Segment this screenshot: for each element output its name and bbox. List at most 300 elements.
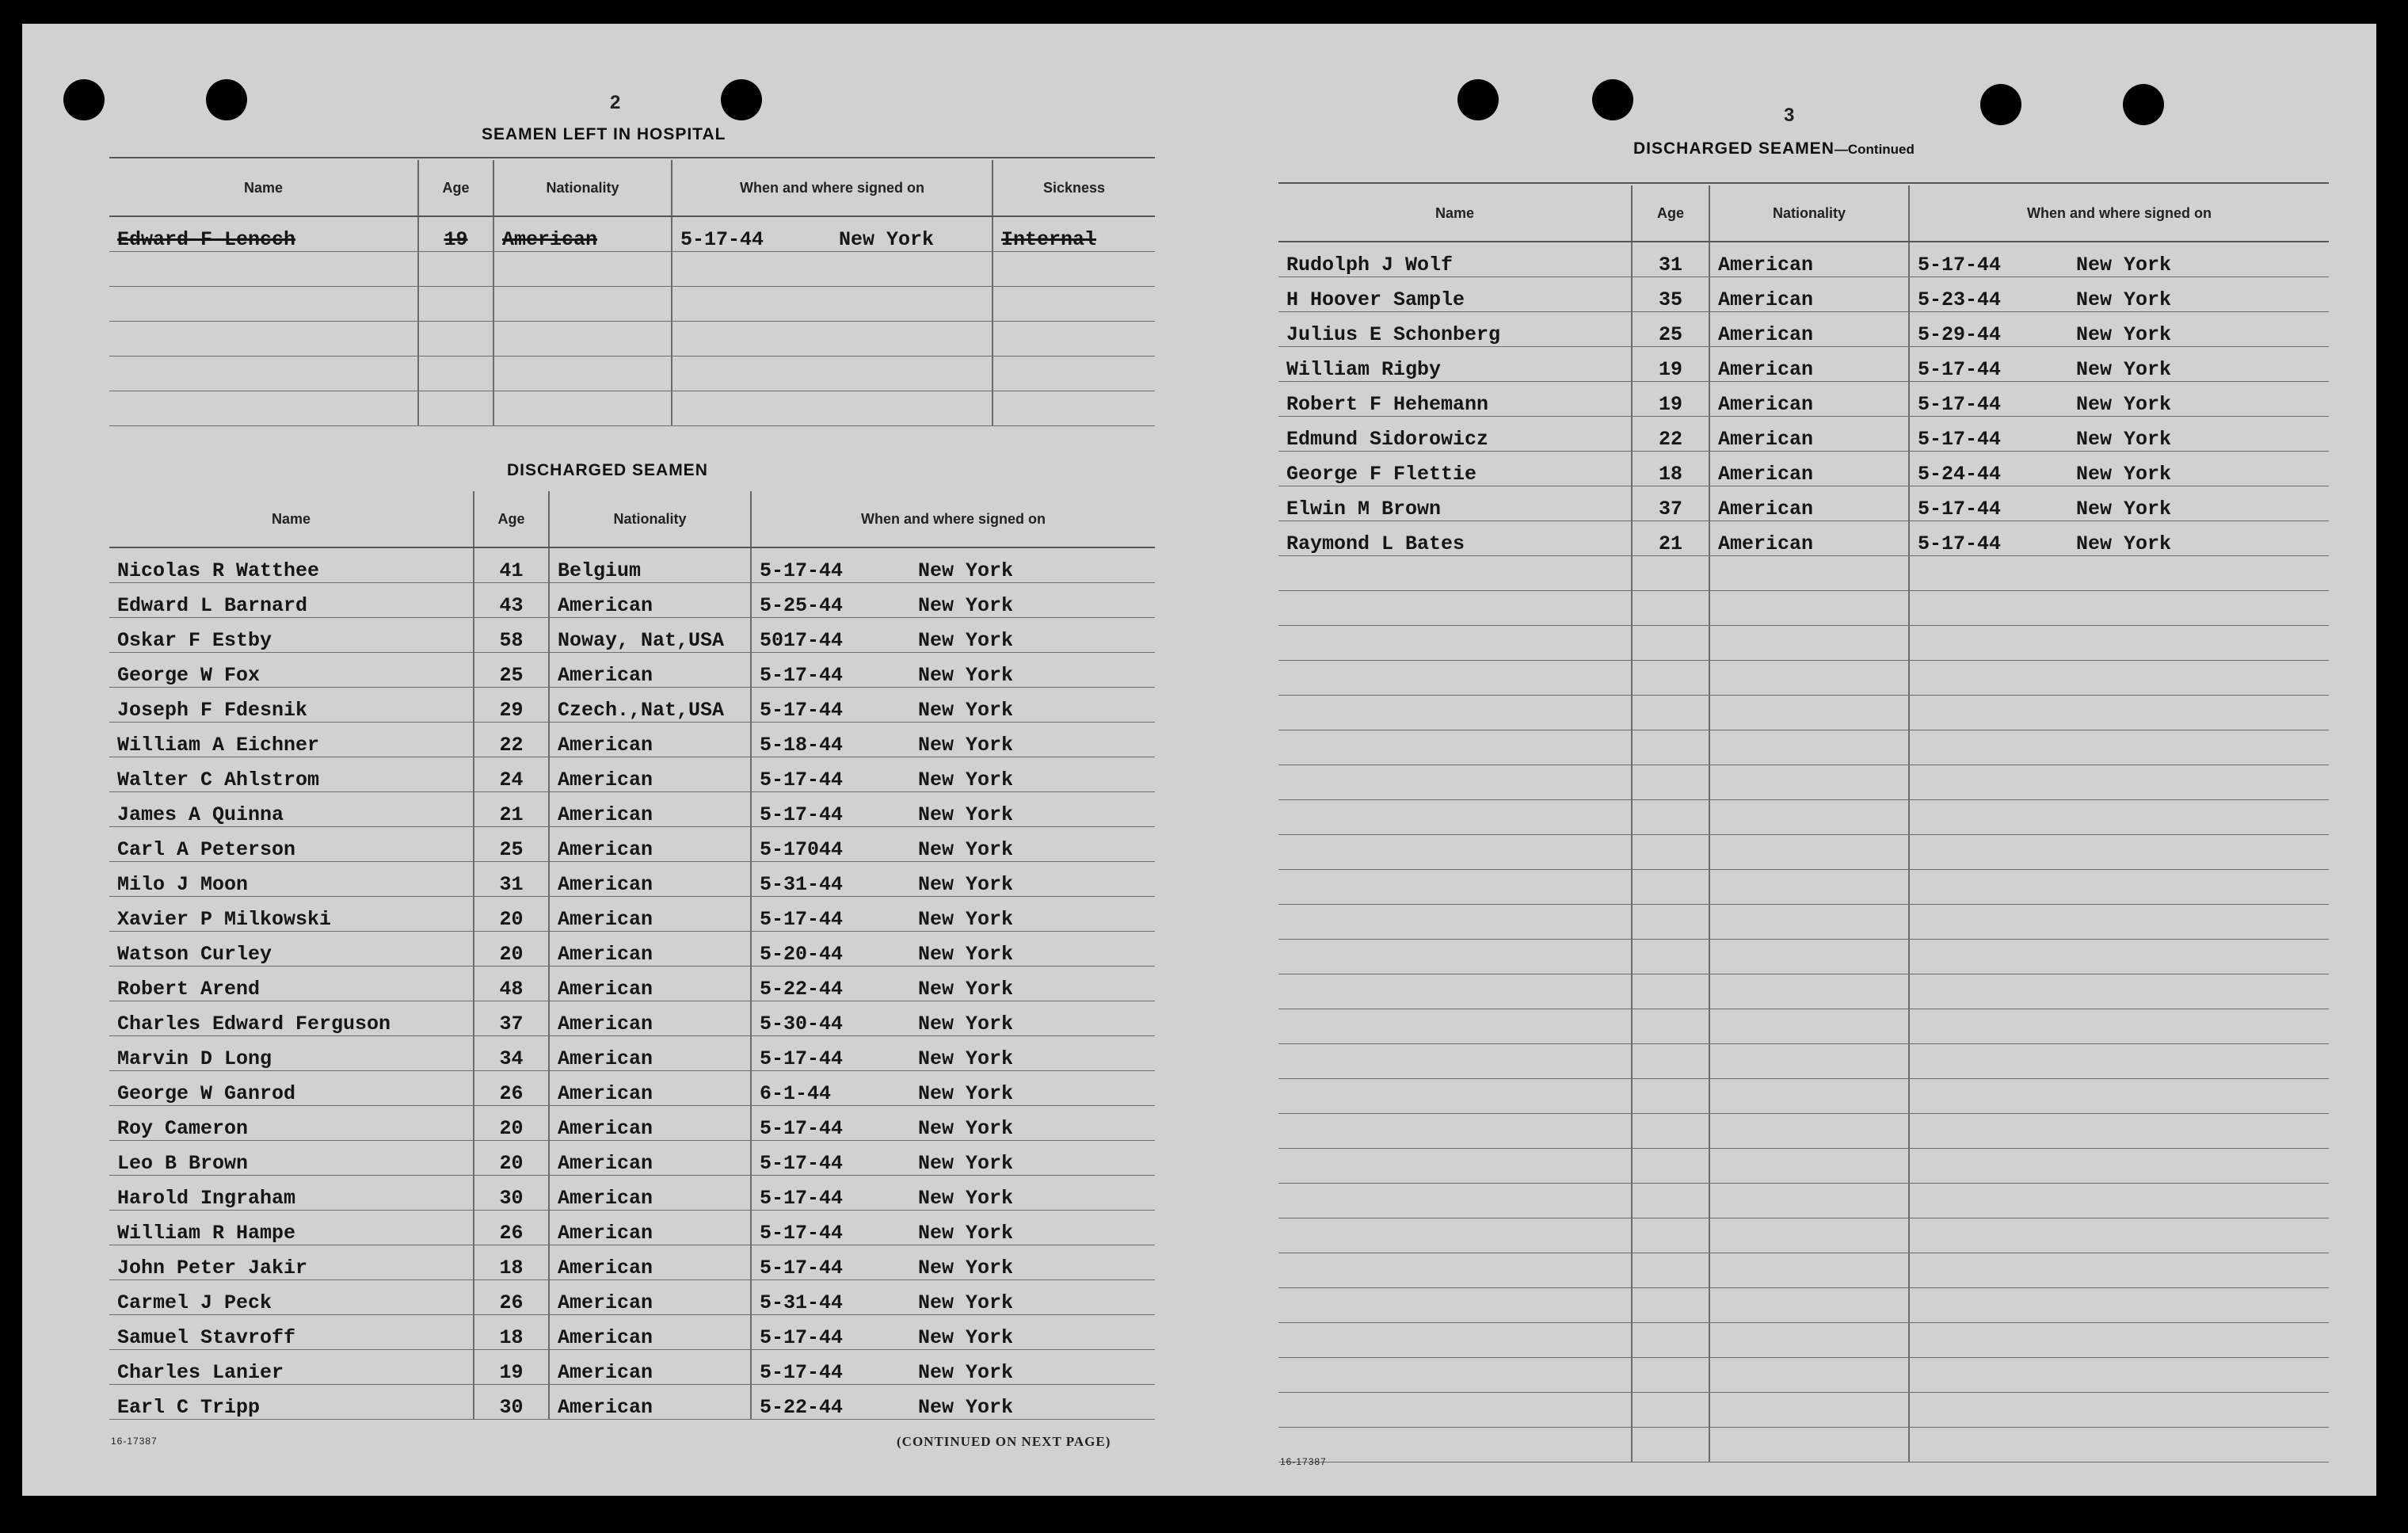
- seaman-name: Carmel J Peck: [109, 1279, 474, 1314]
- discharged-row: [109, 1175, 1155, 1210]
- blank-cell: [1278, 1113, 1632, 1148]
- discharged-row: [109, 722, 1155, 757]
- blank-cell: [1709, 1392, 1909, 1427]
- discharged-row: [109, 547, 1155, 582]
- blank-cell: [1632, 1427, 1709, 1462]
- seaman-age: 30: [474, 1175, 549, 1210]
- punch-hole: [1457, 79, 1499, 120]
- blank-cell: [1632, 625, 1709, 660]
- discharged-row: [109, 687, 1155, 722]
- blank-cell: [1909, 1218, 2329, 1253]
- blank-cell: [1278, 869, 1632, 904]
- discharged-section-title: DISCHARGED SEAMEN: [507, 461, 708, 479]
- seaman-name: [109, 286, 418, 321]
- blank-cell: [1278, 660, 1632, 695]
- blank-cell: [1278, 1148, 1632, 1183]
- signed-on-cell: [1909, 276, 2329, 311]
- signed-date: 5-17-44: [760, 1256, 844, 1279]
- discharged-row: [109, 1105, 1155, 1140]
- seaman-age: 20: [474, 931, 549, 966]
- seaman-nationality: American: [549, 896, 751, 931]
- blank-cell: [1909, 1392, 2329, 1427]
- blank-row: [1278, 939, 2329, 974]
- seaman-name: Elwin M Brown: [1278, 486, 1632, 521]
- discharged-row: [1278, 346, 2329, 381]
- seaman-name: William Rigby: [1278, 346, 1632, 381]
- seaman-nationality: American: [549, 1001, 751, 1035]
- blank-cell: [1709, 1113, 1909, 1148]
- signed-place: New York: [2076, 288, 2172, 311]
- seaman-nationality: [493, 251, 672, 286]
- seaman-age: [418, 356, 493, 391]
- blank-row: [1278, 1427, 2329, 1462]
- discharged-row: [1278, 416, 2329, 451]
- seaman-age: 31: [1632, 242, 1709, 276]
- blank-row: [1278, 1113, 2329, 1148]
- seaman-name: Carl A Peterson: [109, 826, 474, 861]
- seaman-age: 24: [474, 757, 549, 791]
- blank-row: [1278, 834, 2329, 869]
- blank-cell: [1278, 1357, 1632, 1392]
- blank-cell: [1709, 555, 1909, 590]
- seaman-age: 41: [474, 547, 549, 582]
- discharged-row: [109, 861, 1155, 896]
- seaman-nationality: American: [549, 1314, 751, 1349]
- signed-place: New York: [918, 977, 1014, 1001]
- seaman-nationality: American: [549, 1349, 751, 1384]
- seaman-sickness: [993, 391, 1155, 425]
- blank-cell: [1632, 1113, 1709, 1148]
- blank-cell: [1632, 1218, 1709, 1253]
- continued-header-nationality: Nationality: [1709, 185, 1909, 242]
- signed-date: 5-17-44: [1918, 392, 2002, 416]
- seaman-name: Oskar F Estby: [109, 617, 474, 652]
- seaman-nationality: [493, 286, 672, 321]
- blank-cell: [1909, 869, 2329, 904]
- hospital-row: [109, 286, 1155, 321]
- seaman-nationality: American: [549, 1105, 751, 1140]
- seaman-name: George F Flettie: [1278, 451, 1632, 486]
- seaman-nationality: American: [549, 1140, 751, 1175]
- seaman-age: [418, 391, 493, 425]
- signed-date: 5-17-44: [1918, 427, 2002, 451]
- signed-place: New York: [918, 1256, 1014, 1279]
- seaman-age: 30: [474, 1384, 549, 1419]
- seaman-age: 25: [474, 826, 549, 861]
- signed-on-cell: [1909, 381, 2329, 416]
- signed-date: 5-17044: [760, 837, 844, 861]
- blank-cell: [1709, 1183, 1909, 1218]
- hospital-row: [109, 391, 1155, 425]
- blank-cell: [1632, 1183, 1709, 1218]
- seaman-name: [109, 356, 418, 391]
- blank-cell: [1632, 555, 1709, 590]
- signed-on-cell: [751, 547, 1155, 582]
- signed-date: 5-25-44: [760, 593, 844, 617]
- seaman-name: John Peter Jakir: [109, 1245, 474, 1279]
- signed-place: New York: [918, 1116, 1014, 1140]
- blank-row: [1278, 1253, 2329, 1287]
- blank-cell: [1632, 695, 1709, 730]
- signed-date: 5-17-44: [1918, 532, 2002, 555]
- signed-on-cell: [751, 617, 1155, 652]
- blank-row: [1278, 555, 2329, 590]
- discharged-row: [109, 1314, 1155, 1349]
- blank-cell: [1909, 1148, 2329, 1183]
- discharged-header-age: Age: [474, 491, 549, 547]
- blank-cell: [1632, 869, 1709, 904]
- signed-date: 5-17-44: [1918, 357, 2002, 381]
- signed-place: New York: [918, 1186, 1014, 1210]
- blank-cell: [1278, 1043, 1632, 1078]
- blank-cell: [1909, 765, 2329, 799]
- seaman-name: Robert F Hehemann: [1278, 381, 1632, 416]
- signed-on-cell: [751, 722, 1155, 757]
- signed-on-cell: [1909, 311, 2329, 346]
- signed-place: New York: [918, 1325, 1014, 1349]
- signed-place: New York: [2076, 322, 2172, 346]
- left-form-number: 16-17387: [111, 1436, 158, 1447]
- seaman-nationality: American: [549, 791, 751, 826]
- hospital-header-signed-on: When and where signed on: [672, 160, 993, 216]
- seaman-age: 22: [474, 722, 549, 757]
- signed-place: New York: [2076, 532, 2172, 555]
- signed-place: New York: [2076, 462, 2172, 486]
- discharged-header-signed-on: When and where signed on: [751, 491, 1155, 547]
- blank-cell: [1632, 1287, 1709, 1322]
- blank-cell: [1709, 799, 1909, 834]
- signed-date: 5-23-44: [1918, 288, 2002, 311]
- signed-date: 5-17-44: [760, 803, 844, 826]
- signed-place: New York: [2076, 427, 2172, 451]
- signed-on-cell: [751, 966, 1155, 1001]
- blank-cell: [1632, 1148, 1709, 1183]
- blank-cell: [1909, 1357, 2329, 1392]
- blank-cell: [1278, 904, 1632, 939]
- seaman-name: Charles Lanier: [109, 1349, 474, 1384]
- signed-on-cell: [1909, 416, 2329, 451]
- signed-on-cell: [672, 356, 993, 391]
- seaman-age: 31: [474, 861, 549, 896]
- signed-date: 5-20-44: [760, 942, 844, 966]
- seaman-name: Leo B Brown: [109, 1140, 474, 1175]
- signed-on-cell: [751, 826, 1155, 861]
- signed-date: 5-17-44: [760, 1186, 844, 1210]
- blank-cell: [1709, 834, 1909, 869]
- seaman-age: [418, 321, 493, 356]
- blank-row: [1278, 1322, 2329, 1357]
- blank-cell: [1278, 1078, 1632, 1113]
- signed-on-cell: [751, 1314, 1155, 1349]
- blank-row: [1278, 625, 2329, 660]
- left-page-number: 2: [610, 92, 621, 113]
- signed-on-cell: [751, 1245, 1155, 1279]
- discharged-row: [1278, 451, 2329, 486]
- blank-cell: [1709, 1427, 1909, 1462]
- seaman-nationality: American: [1709, 311, 1909, 346]
- hospital-row: [109, 216, 1155, 251]
- blank-cell: [1709, 1287, 1909, 1322]
- blank-cell: [1709, 1009, 1909, 1043]
- seaman-name: H Hoover Sample: [1278, 276, 1632, 311]
- signed-on-cell: [672, 216, 993, 251]
- seaman-age: 20: [474, 1105, 549, 1140]
- hospital-row: [109, 251, 1155, 286]
- blank-cell: [1278, 555, 1632, 590]
- seaman-age: 26: [474, 1070, 549, 1105]
- signed-on-cell: [751, 1001, 1155, 1035]
- seaman-name: James A Quinna: [109, 791, 474, 826]
- blank-cell: [1632, 1392, 1709, 1427]
- discharged-continued-title-suffix: —Continued: [1834, 142, 1915, 157]
- signed-place: New York: [918, 1151, 1014, 1175]
- blank-cell: [1909, 1287, 2329, 1322]
- continued-header-signed-on: When and where signed on: [1909, 185, 2329, 242]
- signed-date: 5-22-44: [760, 1395, 844, 1419]
- signed-place: New York: [918, 733, 1014, 757]
- signed-place: New York: [2076, 392, 2172, 416]
- right-form-number: 16-17387: [1280, 1456, 1327, 1467]
- hospital-header-age: Age: [418, 160, 493, 216]
- seaman-nationality: American: [549, 1245, 751, 1279]
- signed-on-cell: [751, 791, 1155, 826]
- discharged-row: [109, 1349, 1155, 1384]
- signed-date: 5-30-44: [760, 1012, 844, 1035]
- seaman-name: Joseph F Fdesnik: [109, 687, 474, 722]
- blank-cell: [1632, 1322, 1709, 1357]
- signed-date: 5-31-44: [760, 1291, 844, 1314]
- seaman-name: Xavier P Milkowski: [109, 896, 474, 931]
- seaman-nationality: American: [549, 1035, 751, 1070]
- signed-place: New York: [918, 1047, 1014, 1070]
- signed-date: 5-17-44: [760, 1360, 844, 1384]
- discharged-row: [1278, 521, 2329, 555]
- discharged-row: [109, 1384, 1155, 1419]
- blank-row: [1278, 1392, 2329, 1427]
- blank-cell: [1632, 660, 1709, 695]
- signed-on-cell: [672, 286, 993, 321]
- signed-on-cell: [751, 652, 1155, 687]
- signed-place: New York: [918, 593, 1014, 617]
- signed-on-cell: [1909, 242, 2329, 276]
- seaman-name: Walter C Ahlstrom: [109, 757, 474, 791]
- seaman-nationality: [493, 356, 672, 391]
- continued-header-row: [1278, 185, 2329, 242]
- discharged-row: [1278, 311, 2329, 346]
- signed-on-cell: [751, 757, 1155, 791]
- blank-cell: [1909, 904, 2329, 939]
- seaman-age: 19: [1632, 346, 1709, 381]
- signed-place: New York: [918, 768, 1014, 791]
- seaman-name: Marvin D Long: [109, 1035, 474, 1070]
- seaman-age: 22: [1632, 416, 1709, 451]
- signed-on-cell: [672, 391, 993, 425]
- discharged-continued-title-main: DISCHARGED SEAMEN: [1633, 139, 1835, 158]
- signed-date: 5-17-44: [680, 227, 764, 251]
- blank-cell: [1909, 1078, 2329, 1113]
- discharged-row: [109, 757, 1155, 791]
- seaman-nationality: American: [1709, 416, 1909, 451]
- blank-cell: [1909, 1427, 2329, 1462]
- seaman-age: 21: [474, 791, 549, 826]
- blank-cell: [1632, 1043, 1709, 1078]
- blank-cell: [1278, 765, 1632, 799]
- seaman-name: Earl C Tripp: [109, 1384, 474, 1419]
- blank-cell: [1909, 974, 2329, 1009]
- signed-date: 5-17-44: [760, 907, 844, 931]
- hospital-header-row: [109, 160, 1155, 216]
- blank-cell: [1278, 625, 1632, 660]
- blank-row: [1278, 1357, 2329, 1392]
- blank-row: [1278, 1043, 2329, 1078]
- seaman-age: 20: [474, 896, 549, 931]
- seaman-age: 21: [1632, 521, 1709, 555]
- signed-date: 5-17-44: [760, 559, 844, 582]
- seaman-age: 19: [474, 1349, 549, 1384]
- seaman-nationality: American: [549, 826, 751, 861]
- blank-cell: [1709, 590, 1909, 625]
- seaman-nationality: Noway, Nat,USA: [549, 617, 751, 652]
- seaman-sickness: [993, 321, 1155, 356]
- seaman-name: Rudolph J Wolf: [1278, 242, 1632, 276]
- punch-hole: [721, 79, 762, 120]
- seaman-name: Julius E Schonberg: [1278, 311, 1632, 346]
- discharged-row: [1278, 242, 2329, 276]
- signed-on-cell: [751, 931, 1155, 966]
- seaman-age: 37: [1632, 486, 1709, 521]
- continued-header-age: Age: [1632, 185, 1709, 242]
- signed-on-cell: [751, 1210, 1155, 1245]
- blank-cell: [1909, 660, 2329, 695]
- blank-cell: [1909, 695, 2329, 730]
- blank-row: [1278, 1148, 2329, 1183]
- seaman-age: 19: [418, 216, 493, 251]
- blank-cell: [1278, 834, 1632, 869]
- signed-place: New York: [918, 698, 1014, 722]
- blank-cell: [1632, 730, 1709, 765]
- seaman-nationality: American: [1709, 451, 1909, 486]
- hospital-row: [109, 321, 1155, 356]
- blank-row: [1278, 590, 2329, 625]
- signed-place: New York: [918, 942, 1014, 966]
- blank-cell: [1909, 730, 2329, 765]
- blank-row: [1278, 765, 2329, 799]
- blank-cell: [1909, 1009, 2329, 1043]
- discharged-row: [109, 896, 1155, 931]
- discharged-row: [1278, 381, 2329, 416]
- signed-date: 6-1-44: [760, 1081, 832, 1105]
- blank-cell: [1278, 695, 1632, 730]
- signed-on-cell: [751, 861, 1155, 896]
- signed-place: New York: [918, 628, 1014, 652]
- seaman-name: Edward L Barnard: [109, 582, 474, 617]
- blank-cell: [1709, 1043, 1909, 1078]
- signed-place: New York: [918, 1081, 1014, 1105]
- seaman-name: George W Ganrod: [109, 1070, 474, 1105]
- punch-hole: [1592, 79, 1633, 120]
- punch-hole: [63, 79, 105, 120]
- seaman-nationality: American: [1709, 242, 1909, 276]
- seaman-age: [418, 251, 493, 286]
- signed-on-cell: [751, 896, 1155, 931]
- blank-row: [1278, 1078, 2329, 1113]
- signed-date: 5017-44: [760, 628, 844, 652]
- seaman-nationality: [493, 321, 672, 356]
- blank-row: [1278, 904, 2329, 939]
- blank-row: [1278, 1218, 2329, 1253]
- hospital-section-title: SEAMEN LEFT IN HOSPITAL: [482, 125, 726, 143]
- blank-cell: [1278, 1009, 1632, 1043]
- discharged-row: [109, 1140, 1155, 1175]
- blank-cell: [1909, 590, 2329, 625]
- seaman-name: Milo J Moon: [109, 861, 474, 896]
- blank-cell: [1278, 1218, 1632, 1253]
- signed-on-cell: [751, 1070, 1155, 1105]
- signed-date: 5-31-44: [760, 872, 844, 896]
- seaman-nationality: American: [549, 1175, 751, 1210]
- signed-place: New York: [918, 1291, 1014, 1314]
- blank-cell: [1278, 590, 1632, 625]
- seaman-nationality: American: [549, 1210, 751, 1245]
- seaman-nationality: American: [549, 966, 751, 1001]
- blank-cell: [1632, 974, 1709, 1009]
- seaman-name: Samuel Stavroff: [109, 1314, 474, 1349]
- seaman-name: Nicolas R Watthee: [109, 547, 474, 582]
- continued-header-name: Name: [1278, 185, 1632, 242]
- discharged-header-row: [109, 491, 1155, 547]
- blank-cell: [1632, 590, 1709, 625]
- discharged-row: [109, 1279, 1155, 1314]
- seaman-age: 19: [1632, 381, 1709, 416]
- seaman-name: William A Eichner: [109, 722, 474, 757]
- blank-cell: [1909, 939, 2329, 974]
- signed-place: New York: [918, 907, 1014, 931]
- seaman-nationality: American: [549, 1384, 751, 1419]
- seaman-age: 35: [1632, 276, 1709, 311]
- signed-on-cell: [751, 1175, 1155, 1210]
- blank-cell: [1909, 555, 2329, 590]
- seaman-age: 18: [1632, 451, 1709, 486]
- signed-date: 5-17-44: [1918, 497, 2002, 521]
- seaman-age: 58: [474, 617, 549, 652]
- blank-cell: [1709, 1078, 1909, 1113]
- seaman-name: Raymond L Bates: [1278, 521, 1632, 555]
- blank-cell: [1709, 1357, 1909, 1392]
- signed-on-cell: [1909, 521, 2329, 555]
- signed-date: 5-17-44: [1918, 253, 2002, 276]
- seaman-nationality: American: [549, 757, 751, 791]
- signed-on-cell: [672, 321, 993, 356]
- blank-cell: [1632, 1253, 1709, 1287]
- seaman-name: Edward F Lencch: [109, 216, 418, 251]
- blank-cell: [1709, 869, 1909, 904]
- discharged-header-name: Name: [109, 491, 474, 547]
- hospital-header-name: Name: [109, 160, 418, 216]
- signed-place: New York: [918, 1012, 1014, 1035]
- blank-cell: [1909, 1183, 2329, 1218]
- blank-cell: [1909, 1322, 2329, 1357]
- seaman-name: [109, 391, 418, 425]
- seaman-nationality: American: [549, 861, 751, 896]
- signed-on-cell: [1909, 346, 2329, 381]
- blank-cell: [1278, 1183, 1632, 1218]
- signed-date: 5-17-44: [760, 1325, 844, 1349]
- signed-date: 5-18-44: [760, 733, 844, 757]
- discharged-row: [109, 1035, 1155, 1070]
- blank-cell: [1632, 1009, 1709, 1043]
- signed-date: 5-17-44: [760, 1221, 844, 1245]
- signed-place: New York: [918, 1360, 1014, 1384]
